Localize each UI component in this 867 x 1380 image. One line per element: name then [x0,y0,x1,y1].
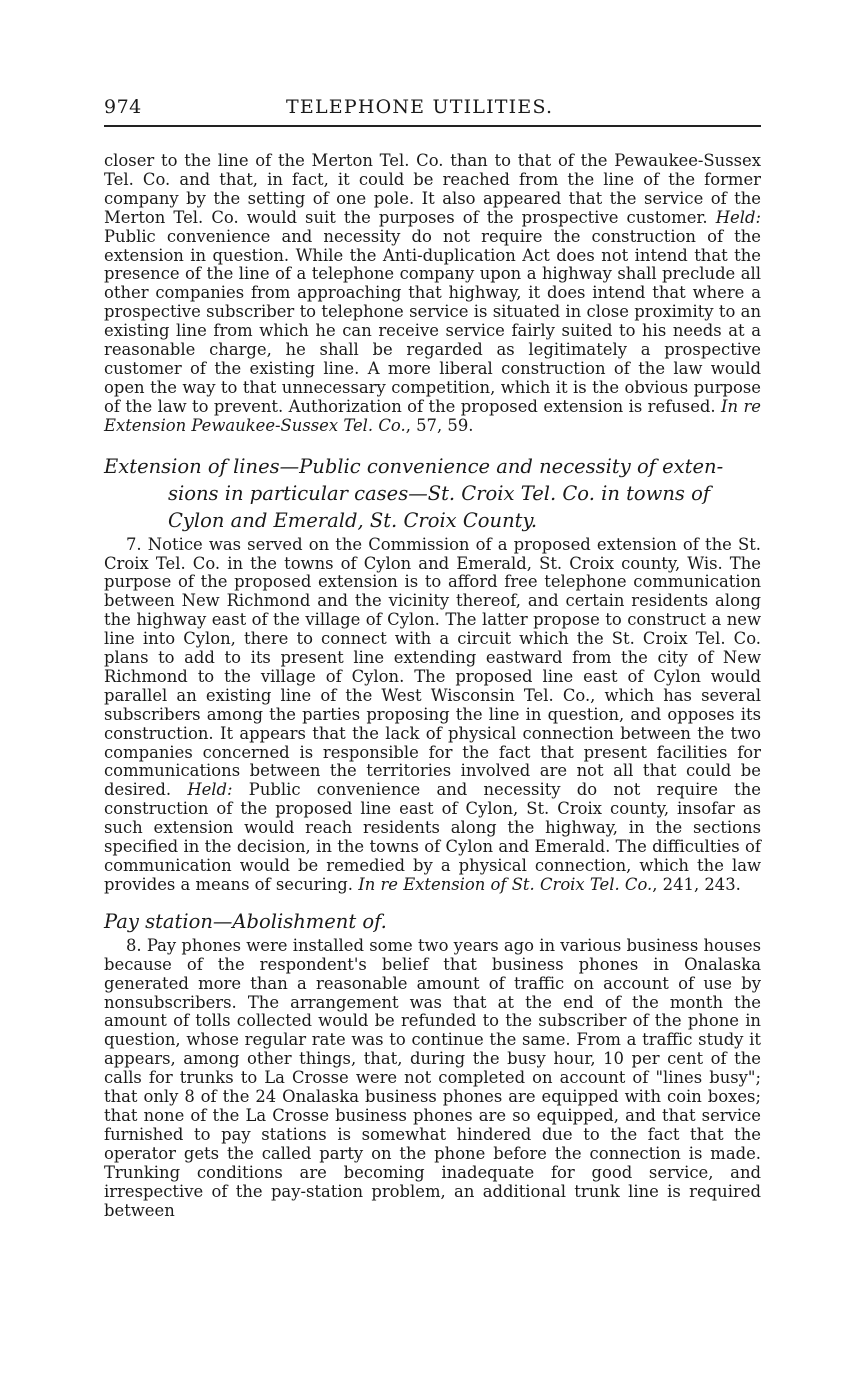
citation-pages: , 57, 59. [405,415,474,435]
case-citation: In re Extension Pewaukee-Sussex Tel. Co. [104,396,761,435]
section-heading-pay-station: Pay station—Abolishment of. [104,909,387,933]
book-page [104,96,761,1220]
paragraph-text: 8. Pay phones were installed some two years ago in various business houses because of the respondent's belief that business phones in Onalaska generated more than a reasonable amount of traffic on account of use by nonsubscribers. The arrangement was that at the end of the month the amount of tolls collected would be refunded to the subscriber of the phone in question, whose regular rate was to continue the same. From a traffic study it appears, among other things, that, during the busy hour, 10 per cent of the calls for trunks to La Crosse were not completed on account of "lines busy"; that only 8 of the 24 Onalaska business phones are equipped with coin boxes; that none of the La Crosse business phones are so equipped, and that service furnished to pay stations is somewhat hindered due to the fact that the operator gets the called party on the phone before the connection is made. Trunking conditions are becoming inadequate for good service, and irrespective of the pay-station problem, an additional trunk line is required between [104,935,761,1220]
heading-line: Extension of lines—Public convenience and necessity of exten- [104,454,724,478]
citation-pages: , 241, 243. [652,874,741,894]
section-heading-extension [104,453,761,534]
paragraph-continuation [104,152,761,436]
paragraph-text: Public convenience and necessity do not require the construction of the extension in question. While the Anti-duplication Act does not intend that the presence of the line of a telephone company upon a highway shall preclude all other companies from approaching that highway, it does intend that where a prospective subscriber to telephone service is situated in close proximity to an existing line from which he can receive service fairly suited to his needs at a reasonable charge, he shall be regarded as legitimately a prospective customer of the existing line. A more liberal construction of the law would open the way to that unnecessary competition, which it is the obvious purpose of the law to prevent. Authorization of the proposed extension is refused. [104,226,761,416]
header-rule [104,125,761,127]
paragraph-7 [104,536,761,895]
paragraph-text: Public convenience and necessity do not require the construction of the proposed line east of Cylon, St. Croix county, insofar as such extension would reach residents along the highway, in the sections specified in the decision, in the towns of Cylon and Emerald. The difficulties of communication would be remedied by a physical connection, which the law provides a means of securing. [104,780,761,894]
case-citation: In re Extension of St. Croix Tel. Co. [358,874,653,894]
page-number: 974 [104,96,142,118]
paragraph-text: closer to the line of the Merton Tel. Co. than to that of the Pewaukee-Sussex Tel. Co. and that, in fact, it could be reached from the line of the former company by the setting of one pole. It also appeared that the service of the Merton Tel. Co. would suit the purposes of the prospective customer. [104,151,761,227]
paragraph-text: 7. Notice was served on the Commission of a proposed extension of the St. Croix Tel. Co. in the towns of Cylon and Emerald, St. Croix county, Wis. The purpose of the proposed extension is to afford free telephone communication between New Richmond and the vicinity thereof, and certain residents along the highway east of the village of Cylon. The latter propose to construct a new line into Cylon, there to connect with a circuit which the St. Croix Tel. Co. plans to add to its present line extending eastward from the city of New Richmond to the village of Cylon. The proposed line east of Cylon would parallel an existing line of the West Wisconsin Tel. Co., which has several subscribers among the parties proposing the line in question, and opposes its construction. It appears that the lack of physical connection between the two companies concerned is responsible for the fact that present facilities for communications between the territories involved are not all that could be desired. [104,534,761,800]
heading-line: Cylon and Emerald, St. Croix County. [168,508,538,532]
running-title: TELEPHONE UTILITIES. [286,96,554,118]
page-header [104,96,761,128]
heading-line: sions in particular cases—St. Croix Tel. Co. in towns of [168,481,711,505]
held-label: Held: [187,780,233,800]
held-label: Held: [715,207,761,227]
paragraph-8 [104,937,761,1221]
